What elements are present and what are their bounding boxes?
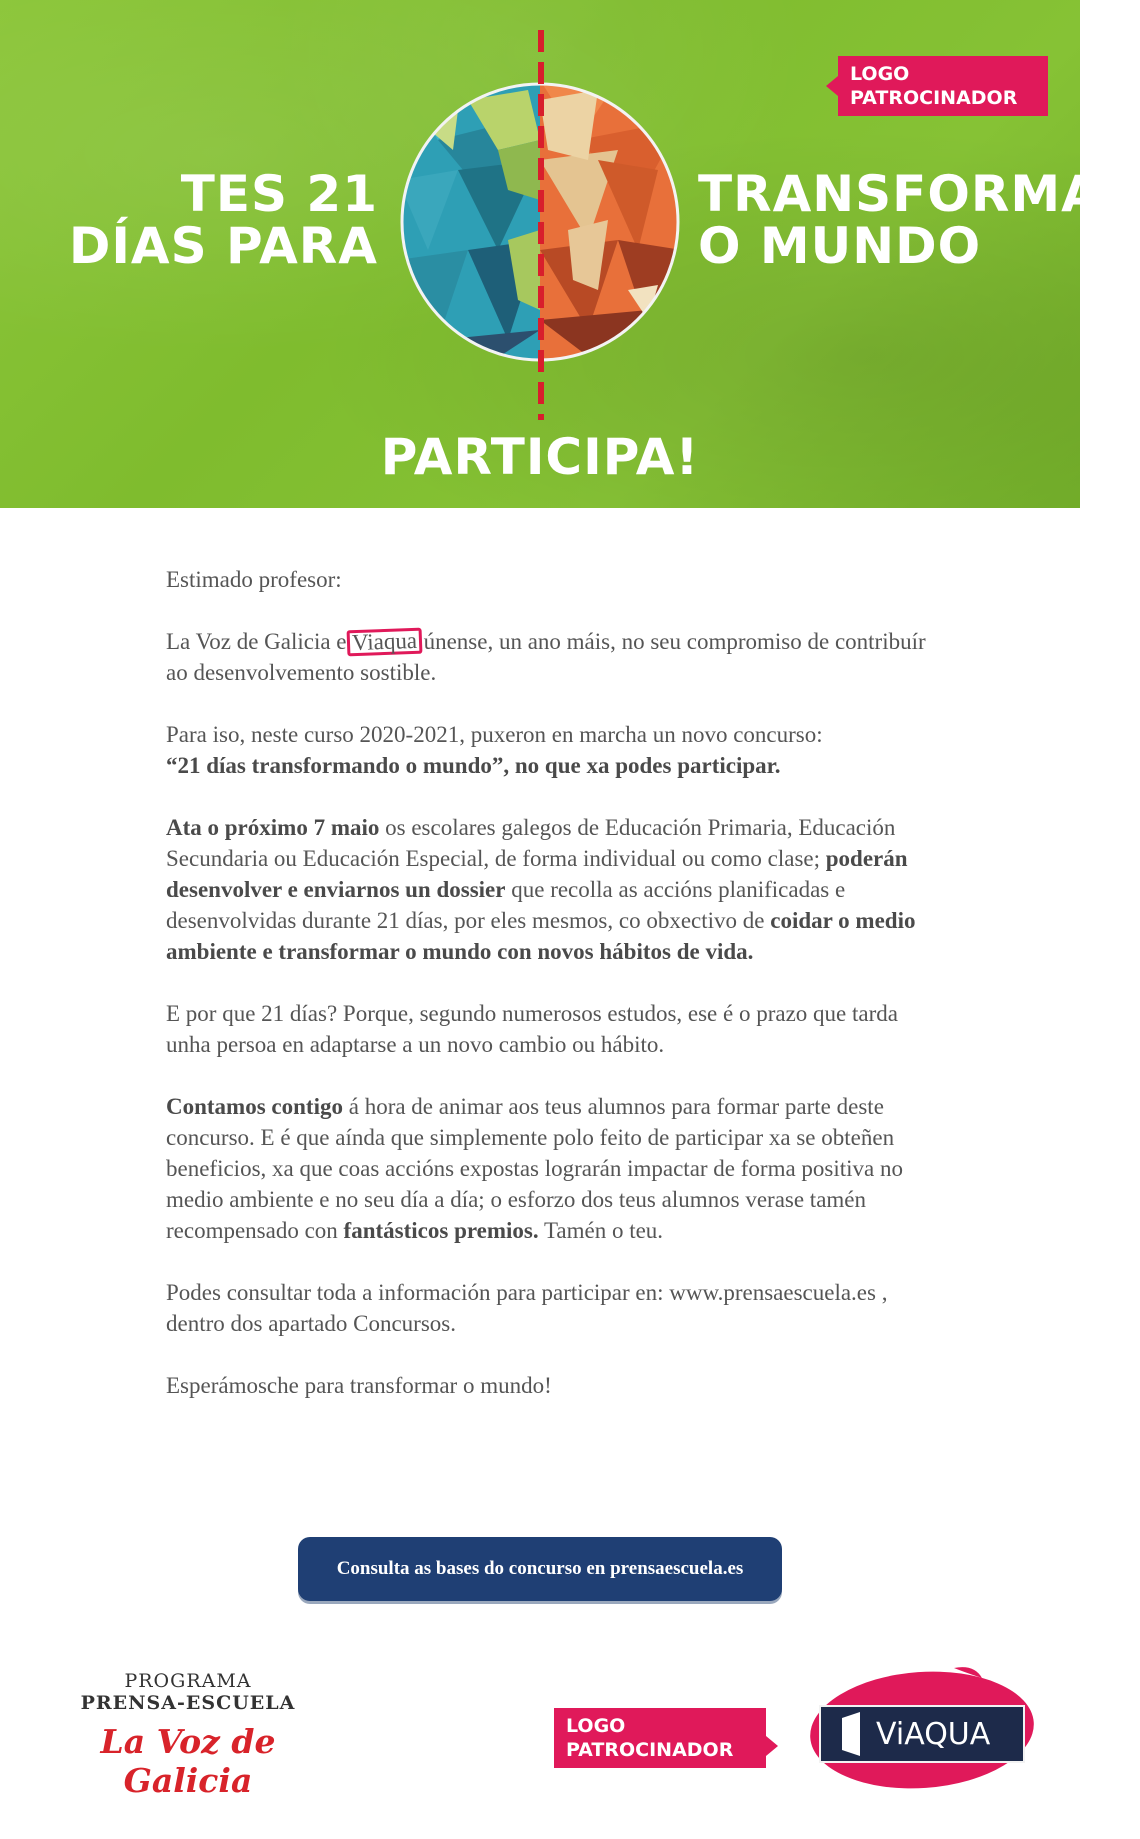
sponsor-top-line1: LOGO bbox=[850, 63, 910, 85]
p5-b2: fantásticos premios. bbox=[343, 1218, 539, 1243]
hero-right-line1: TRANSFORMAR bbox=[698, 165, 1140, 223]
sponsor-top-line2: PATROCINADOR bbox=[850, 87, 1018, 109]
program-line2: PRENSA-ESCUELA bbox=[80, 1692, 296, 1714]
p2-pre: Para iso, neste curso 2020-2021, puxeron en marcha un novo concurso: bbox=[166, 722, 823, 747]
p1-pre: La Voz de Galicia e bbox=[166, 629, 347, 654]
hero-participa-text: PARTICIPA! bbox=[380, 428, 700, 486]
dashed-divider-line bbox=[537, 30, 545, 420]
hero-headline-right bbox=[698, 165, 1140, 275]
p3-b2: poderán desenvolver e enviarnos un dossier bbox=[166, 846, 908, 902]
consult-rules-button[interactable]: Consulta as bases do concurso en prensaescuela.es bbox=[298, 1537, 782, 1601]
p3-t1: os escolares galegos de Educación Primaria, Educación Secundaria ou Educación Especial, de forma individual ou como clase; bbox=[166, 815, 896, 871]
paragraph-details bbox=[166, 812, 926, 967]
viaqua-wordmark: ViAQUA bbox=[876, 1717, 991, 1752]
prensa-escuela-logo bbox=[52, 1670, 324, 1800]
sponsor-logo-placeholder-top bbox=[838, 56, 1048, 116]
hero-left-line1: TES 21 bbox=[180, 165, 378, 223]
hero-banner bbox=[0, 0, 1140, 508]
p5-b1: Contamos contigo bbox=[166, 1094, 343, 1119]
p2-bold: “21 días transformando o mundo”, no que xa podes participar. bbox=[166, 753, 781, 778]
la-voz-de-galicia-logo: La Voz de Galicia bbox=[100, 1722, 276, 1800]
email-body bbox=[166, 564, 926, 1432]
paragraph-closing: Esperámosche para transformar o mundo! bbox=[166, 1373, 552, 1398]
sponsor-bottom-line1: LOGO bbox=[566, 1715, 626, 1737]
paragraph-intro bbox=[166, 626, 926, 688]
program-line1: PROGRAMA bbox=[124, 1670, 252, 1692]
p5-t2: Tamén o teu. bbox=[538, 1218, 664, 1243]
paragraph-count-on-you bbox=[166, 1091, 926, 1246]
tag-notch-right-icon bbox=[766, 1736, 778, 1756]
sponsor-bottom-line2: PATROCINADOR bbox=[566, 1739, 734, 1761]
hero-headline-left bbox=[48, 165, 378, 275]
paragraph-contest bbox=[166, 719, 926, 781]
viaqua-highlight: Viaqua bbox=[346, 628, 422, 657]
p3-b1: Ata o próximo 7 maio bbox=[166, 815, 380, 840]
sponsor-logo-placeholder-bottom bbox=[554, 1708, 766, 1768]
paragraph-more-info: Podes consultar toda a información para participar en: www.prensaescuela.es , dentro dos apartado Concursos. bbox=[166, 1280, 888, 1336]
hero-right-line2: O MUNDO bbox=[698, 217, 982, 275]
p1-post: únense, un ano máis, no seu compromiso de contribuír ao desenvolvemento sostible. bbox=[166, 629, 926, 685]
p5-t1: á hora de animar aos teus alumnos para formar parte deste concurso. E é que aínda que simplemente polo feito de participar xa se obteñen beneficios, xa que coas accións expostas lograrán impactar de forma positiva no medio ambiente e no seu día a día; o esforzo dos teus alumnos verase tamén recompensado con bbox=[166, 1094, 904, 1243]
paragraph-why-21: E por que 21 días? Porque, segundo numerosos estudos, ese é o prazo que tarda unha persoa en adaptarse a un novo cambio ou hábito. bbox=[166, 1001, 898, 1057]
viaqua-drop-icon bbox=[842, 1712, 860, 1756]
p3-b3: coidar o medio ambiente e transformar o mundo con novos hábitos de vida. bbox=[166, 908, 916, 964]
viaqua-logo bbox=[804, 1660, 1040, 1792]
hero-left-line2: DÍAS PARA bbox=[68, 217, 378, 275]
greeting: Estimado profesor: bbox=[166, 567, 342, 592]
p3-t2: que recolla as accións planificadas e desenvolvidas durante 21 días, por eles mesmos, co obxectivo de bbox=[166, 877, 846, 933]
tag-notch-icon bbox=[826, 76, 838, 96]
